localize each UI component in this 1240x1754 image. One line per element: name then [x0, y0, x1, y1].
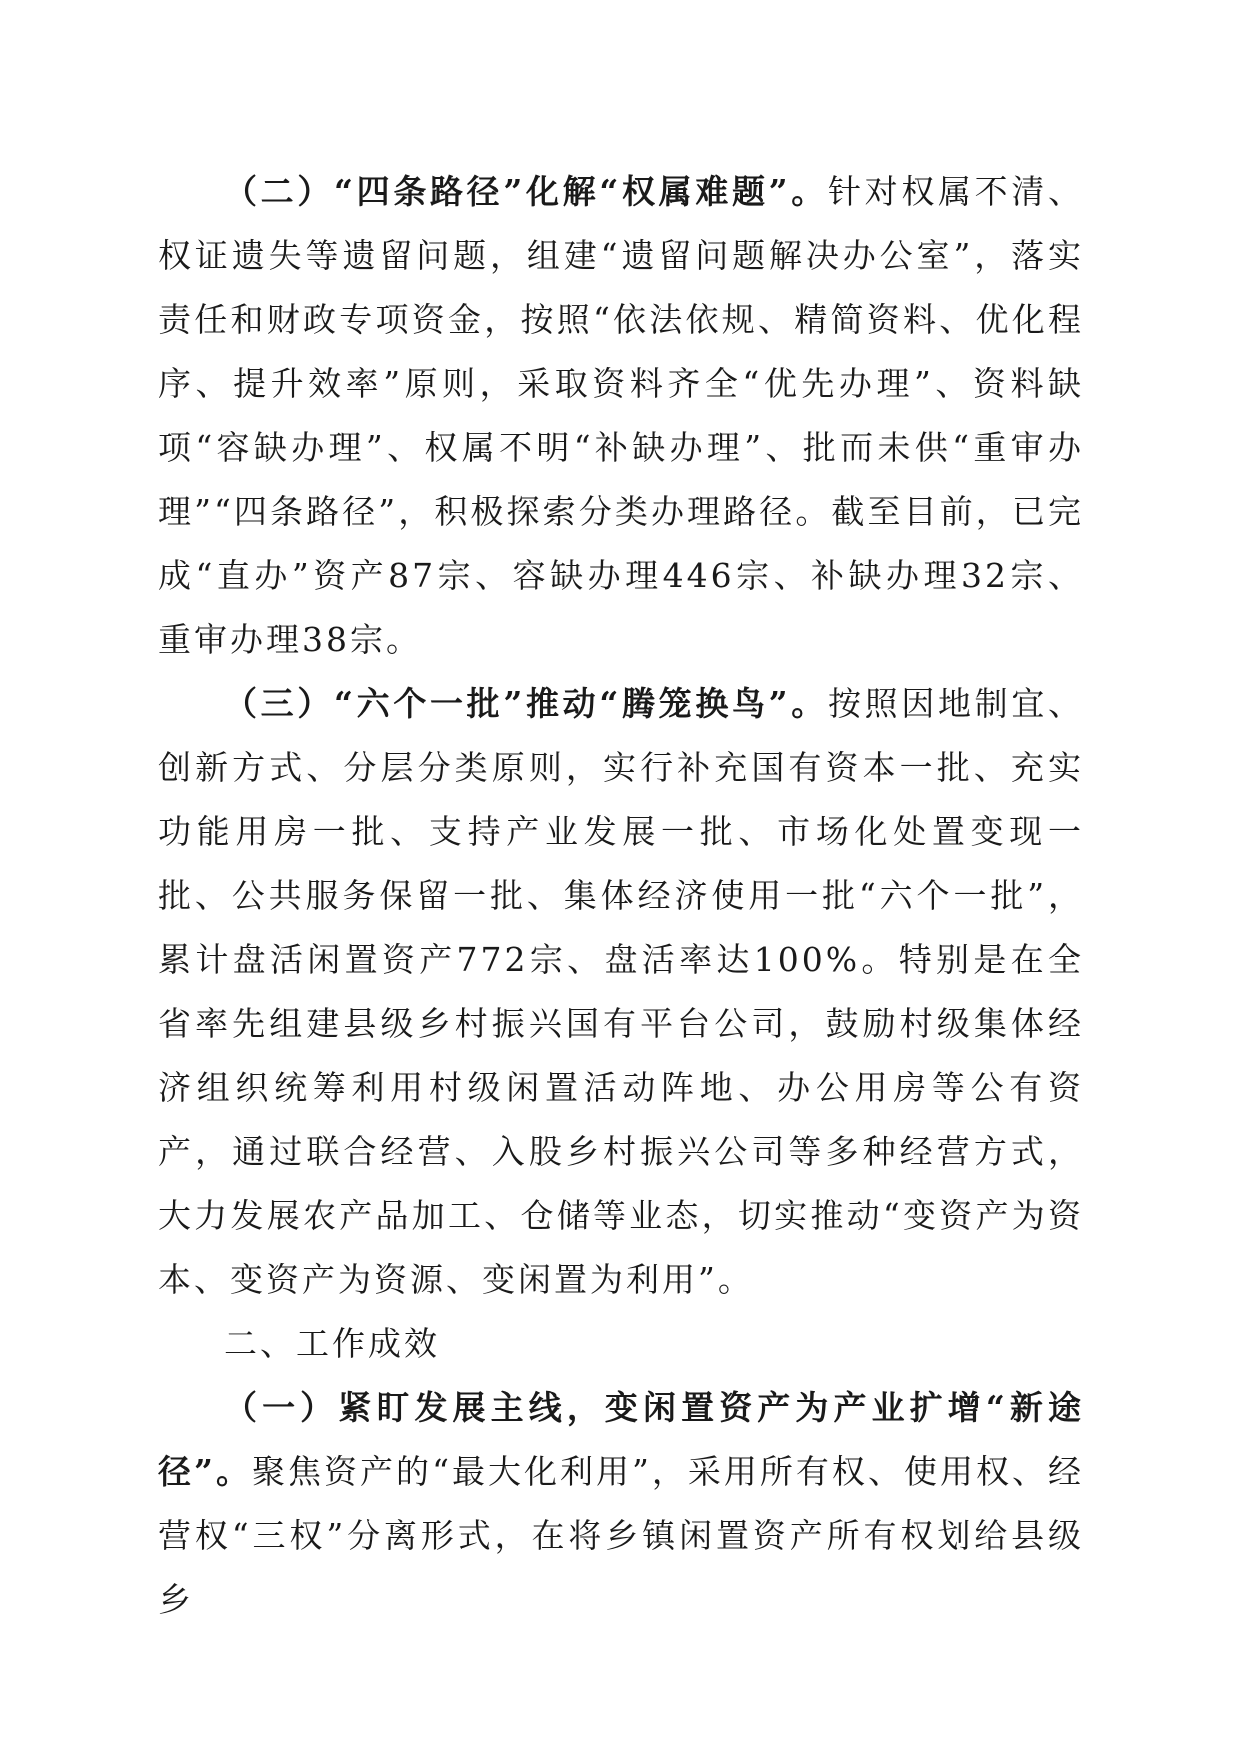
section-heading-work-results: 二、工作成效 [224, 1324, 440, 1363]
paragraph-title: （二）“四条路径”化解“权属难题”。 [224, 172, 828, 211]
paragraph-body: 按照因地制宜、创新方式、分层分类原则，实行补充国有资本一批、充实功能用房一批、支持产业发展一批、市场化处置变现一批、公共服务保留一批、集体经济使用一批“六个一批”，累计盘活闲置资产772宗、盘活率达100%。特别是在全省率先组建县级乡村振兴国有平台公司，鼓励村级集体经济组织统筹利用村级闲置活动阵地、办公用房等公有资产，通过联合经营、入股乡村振兴公司等多种经营方式，大力发展农产品加工、仓储等业态，切实推动“变资产为资本、变资产为资源、变闲置为利用”。 [158, 684, 1085, 1299]
paragraph-development-mainline [158, 1376, 1084, 1632]
paragraph-four-paths [158, 160, 1084, 672]
document-page [158, 160, 1084, 1632]
paragraph-six-batches [158, 672, 1084, 1312]
paragraph-title: （三）“六个一批”推动“腾笼换鸟”。 [224, 684, 828, 723]
paragraph-body: 聚焦资产的“最大化利用”，采用所有权、使用权、经营权“三权”分离形式，在将乡镇闲置资产所有权划给县级乡 [158, 1452, 1084, 1619]
paragraph-body: 针对权属不清、权证遗失等遗留问题，组建“遗留问题解决办公室”，落实责任和财政专项资金，按照“依法依规、精简资料、优化程序、提升效率”原则，采取资料齐全“优先办理”、资料缺项“容缺办理”、权属不明“补缺办理”、批而未供“重审办理”“四条路径”，积极探索分类办理路径。截至目前，已完成“直办”资产87宗、容缺办理446宗、补缺办理32宗、重审办理38宗。 [158, 172, 1085, 659]
paragraph-title: （一）紧盯发展主线，变闲置资产为产业扩增“新途径”。 [158, 1388, 1084, 1491]
